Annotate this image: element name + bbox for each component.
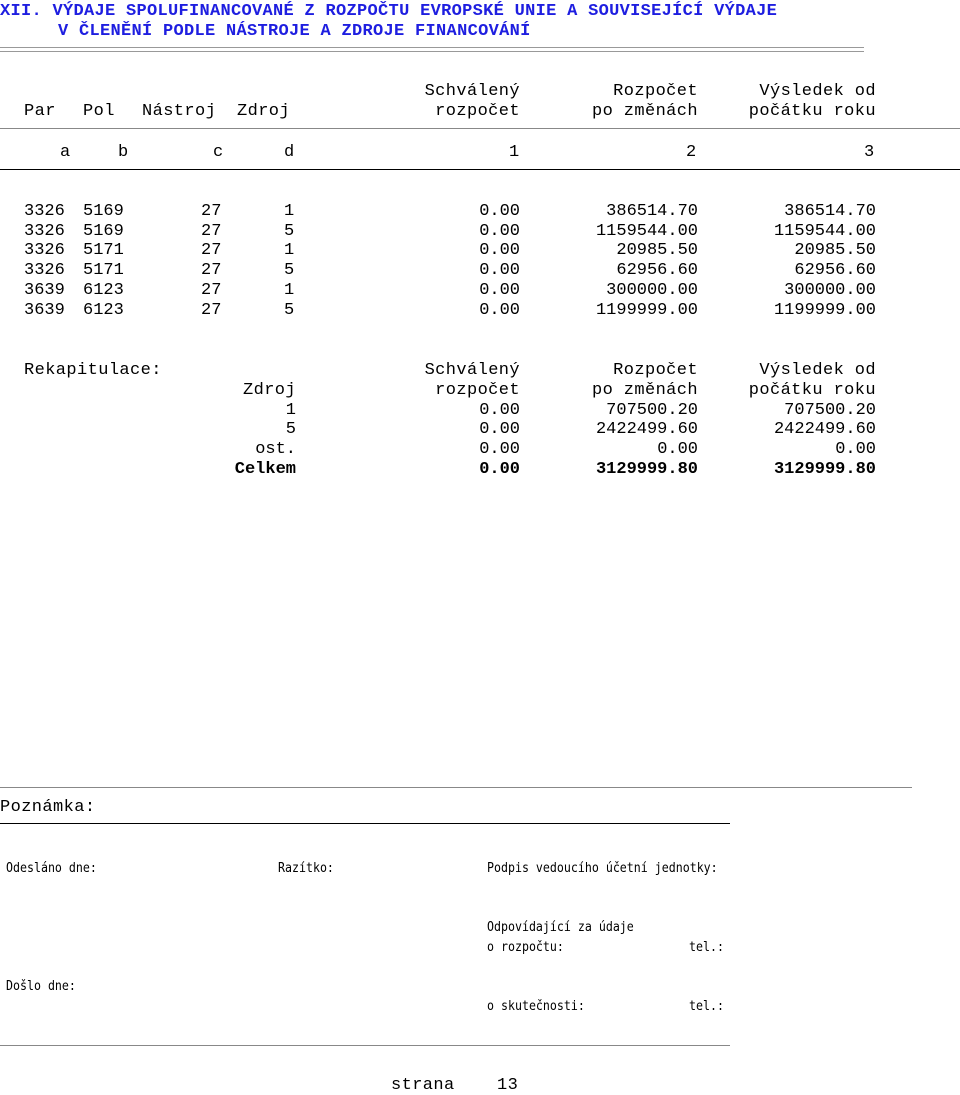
recap-cell-vysledek: 0.00 (835, 440, 876, 459)
cell-zdroj: 1 (284, 202, 295, 221)
page-title-line2: V ČLENĚNÍ PODLE NÁSTROJE A ZDROJE FINANCOVÁNÍ (58, 22, 531, 41)
recap-cell-zdroj: 5 (285, 420, 296, 439)
header-schvaleny-2: rozpočet (435, 102, 520, 121)
recap-total-po-zmenach: 3129999.80 (595, 460, 698, 479)
recap-row (0, 440, 960, 460)
recap-cell-po-zmenach: 707500.20 (606, 401, 698, 420)
recap-row (0, 401, 960, 421)
table-row (0, 241, 960, 261)
budget-phone-label: tel.: (689, 939, 724, 955)
cell-schvaleny: 0.00 (479, 261, 520, 280)
cell-pol: 5171 (83, 261, 124, 280)
cell-nastroj: 27 (201, 281, 222, 300)
recap-total-row (0, 460, 960, 480)
cell-po-zmenach: 300000.00 (606, 281, 698, 300)
recap-header-vysledek-1: Výsledek od (759, 361, 876, 380)
table-row (0, 202, 960, 222)
header-divider (0, 128, 960, 129)
cell-par: 3326 (24, 202, 65, 221)
cell-nastroj: 27 (201, 222, 222, 241)
cell-pol: 5169 (83, 202, 124, 221)
cell-par: 3639 (24, 281, 65, 300)
page-number: 13 (497, 1076, 519, 1095)
recap-total-schvaleny: 0.00 (479, 460, 520, 479)
recap-label: Rekapitulace: (24, 361, 162, 380)
recap-header-schvaleny-1: Schválený (424, 361, 520, 380)
recap-cell-vysledek: 707500.20 (784, 401, 876, 420)
table-row (0, 222, 960, 242)
cell-zdroj: 5 (284, 301, 295, 320)
cell-pol: 6123 (83, 281, 124, 300)
cell-zdroj: 5 (284, 261, 295, 280)
cell-schvaleny: 0.00 (479, 281, 520, 300)
col-letter-b: b (118, 143, 129, 162)
cell-nastroj: 27 (201, 241, 222, 260)
title-divider (0, 47, 864, 52)
cell-po-zmenach: 1199999.00 (595, 301, 698, 320)
table-row (0, 301, 960, 321)
header-pol: Pol (83, 102, 115, 121)
cell-par: 3639 (24, 301, 65, 320)
table-header-bottom-line (0, 169, 960, 170)
cell-par: 3326 (24, 222, 65, 241)
cell-vysledek: 1159544.00 (773, 222, 876, 241)
header-nastroj: Nástroj (142, 102, 217, 121)
recap-cell-vysledek: 2422499.60 (773, 420, 876, 439)
recap-cell-schvaleny: 0.00 (479, 401, 520, 420)
col-letter-2: 2 (686, 143, 697, 162)
header-vysledek-1: Výsledek od (759, 82, 876, 101)
page-title-line1: XII. VÝDAJE SPOLUFINANCOVANÉ Z ROZPOČTU EVROPSKÉ UNIE A SOUVISEJÍCÍ VÝDAJE (0, 2, 778, 21)
recap-cell-schvaleny: 0.00 (479, 440, 520, 459)
cell-schvaleny: 0.00 (479, 241, 520, 260)
col-letter-d: d (284, 143, 295, 162)
recap-total-label: Celkem (234, 460, 296, 479)
recap-header-rozpocet-2: po změnách (591, 381, 698, 400)
cell-vysledek: 300000.00 (784, 281, 876, 300)
actuals-responsible-label: o skutečnosti: (487, 998, 585, 1014)
received-date-label: Došlo dne: (6, 978, 76, 994)
col-letter-a: a (60, 143, 71, 162)
col-letter-1: 1 (509, 143, 520, 162)
header-par: Par (24, 102, 56, 121)
cell-po-zmenach: 1159544.00 (595, 222, 698, 241)
recap-cell-po-zmenach: 2422499.60 (595, 420, 698, 439)
recap-header-zdroj: Zdroj (242, 381, 296, 400)
header-vysledek-2: počátku roku (748, 102, 876, 121)
table-row (0, 261, 960, 281)
cell-vysledek: 20985.50 (794, 241, 876, 260)
header-zdroj: Zdroj (237, 102, 291, 121)
cell-pol: 6123 (83, 301, 124, 320)
responsible-label: Odpovídající za údaje (487, 919, 634, 935)
cell-schvaleny: 0.00 (479, 301, 520, 320)
sent-date-label: Odesláno dne: (6, 860, 97, 876)
page-label: strana (391, 1076, 455, 1095)
cell-nastroj: 27 (201, 301, 222, 320)
cell-po-zmenach: 386514.70 (606, 202, 698, 221)
note-label: Poznámka: (0, 798, 96, 817)
cell-pol: 5171 (83, 241, 124, 260)
budget-responsible-label: o rozpočtu: (487, 939, 564, 955)
cell-par: 3326 (24, 241, 65, 260)
cell-pol: 5169 (83, 222, 124, 241)
cell-zdroj: 1 (284, 281, 295, 300)
cell-vysledek: 62956.60 (794, 261, 876, 280)
col-letter-3: 3 (864, 143, 875, 162)
cell-vysledek: 386514.70 (784, 202, 876, 221)
recap-cell-zdroj: ost. (255, 440, 296, 459)
recap-cell-schvaleny: 0.00 (479, 420, 520, 439)
cell-schvaleny: 0.00 (479, 222, 520, 241)
col-letter-c: c (213, 143, 224, 162)
header-rozpocet-2: po změnách (591, 102, 698, 121)
cell-po-zmenach: 62956.60 (616, 261, 698, 280)
recap-total-vysledek: 3129999.80 (773, 460, 876, 479)
footer-bottom-line (0, 1045, 730, 1046)
cell-po-zmenach: 20985.50 (616, 241, 698, 260)
recap-cell-po-zmenach: 0.00 (657, 440, 698, 459)
table-row (0, 281, 960, 301)
actuals-phone-label: tel.: (689, 998, 724, 1014)
recap-row (0, 420, 960, 440)
header-rozpocet-1: Rozpočet (613, 82, 698, 101)
cell-schvaleny: 0.00 (479, 202, 520, 221)
recap-cell-zdroj: 1 (285, 401, 296, 420)
cell-zdroj: 1 (284, 241, 295, 260)
cell-zdroj: 5 (284, 222, 295, 241)
recap-header-schvaleny-2: rozpočet (435, 381, 520, 400)
recap-header-vysledek-2: počátku roku (748, 381, 876, 400)
cell-nastroj: 27 (201, 261, 222, 280)
signature-label: Podpis vedoucího účetní jednotky: (487, 860, 718, 876)
stamp-label: Razítko: (278, 860, 334, 876)
cell-par: 3326 (24, 261, 65, 280)
note-underline (0, 823, 730, 824)
cell-nastroj: 27 (201, 202, 222, 221)
recap-header-rozpocet-1: Rozpočet (613, 361, 698, 380)
header-schvaleny-1: Schválený (424, 82, 520, 101)
cell-vysledek: 1199999.00 (773, 301, 876, 320)
footer-top-line (0, 787, 912, 788)
